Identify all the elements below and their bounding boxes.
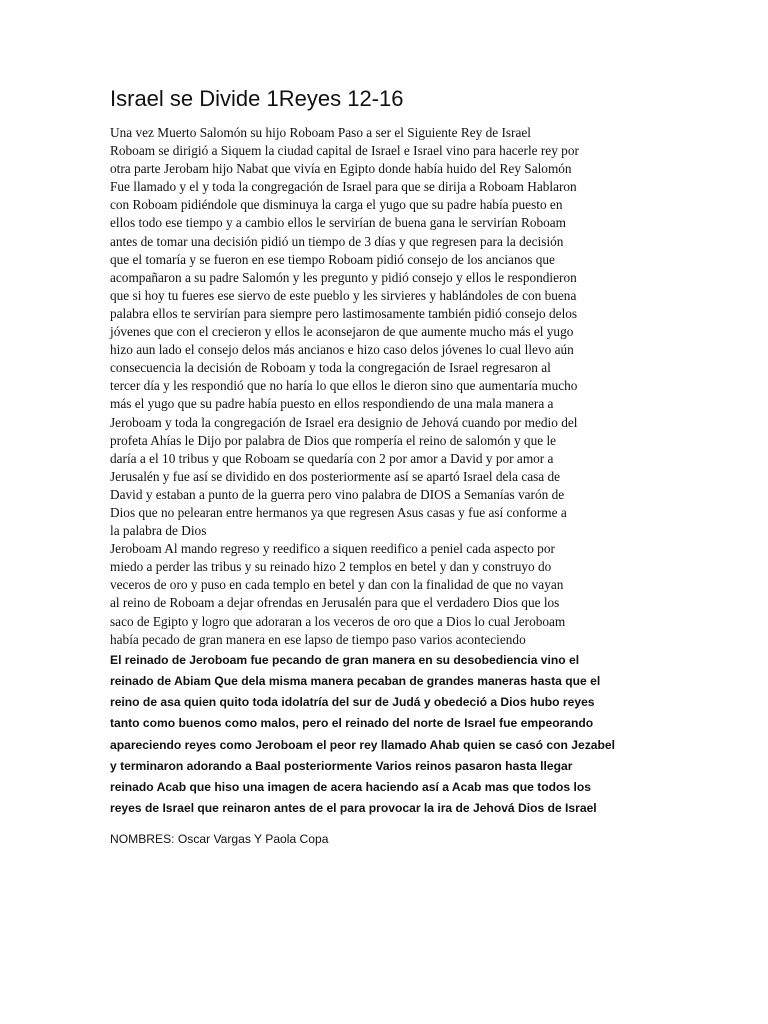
text-line: Fue llamado y el y toda la congregación de Israel para que se dirija a Roboam Hablaron <box>110 179 577 195</box>
text-line: tanto como buenos como malos, pero el reinado del norte de Israel fue empeorando <box>110 716 594 731</box>
document-page <box>110 86 660 848</box>
text-line: veceros de oro y puso en cada templo en betel y dan con la finalidad de que no vayan <box>110 577 564 593</box>
paragraph-reinados <box>110 650 660 820</box>
text-line: reinado Acab que hiso una imagen de acera haciendo así a Acab mas que todos los <box>110 779 591 794</box>
text-line: ellos todo ese tiempo y a cambio ellos le servirían de buena gana le servirían Roboam <box>110 215 567 231</box>
text-line: profeta Ahías le Dijo por palabra de Dios que rompería el reino de salomón y que le <box>110 432 557 448</box>
text-line: Jerusalén y fue así se dividido en dos posteriormente así se apartó Israel dela casa de <box>110 468 561 484</box>
text-line: David y estaban a punto de la guerra pero vino palabra de DIOS a Semanías varón de <box>110 486 565 502</box>
text-line: acompañaron a su padre Salomón y les pregunto y pidió consejo y ellos le respondieron <box>110 269 577 285</box>
text-line: hizo aun lado el consejo delos más ancianos e hizo caso delos jóvenes lo cual llevo aún <box>110 342 574 358</box>
text-line: apareciendo reyes como Jeroboam el peor rey llamado Ahab quien se casó con Jezabel <box>110 737 615 752</box>
text-line: miedo a perder las tribus y su reinado hizo 2 templos en betel y dan y construyo do <box>110 559 552 575</box>
text-line: Dios que no pelearan entre hermanos ya que regresen Asus casas y fue así conforme a <box>110 504 567 520</box>
text-line: y terminaron adorando a Baal posteriormente Varios reinos pasaron hasta llegar <box>110 758 573 773</box>
text-line: Una vez Muerto Salomón su hijo Roboam Paso a ser el Siguiente Rey de Israel <box>110 125 531 140</box>
text-line: reino de asa quien quito toda idolatría del sur de Judá y obedeció a Dios hubo reyes <box>110 695 595 710</box>
paragraph-salomon-roboam <box>110 124 660 540</box>
text-line: con Roboam pidiéndole que disminuya la carga el yugo que su padre había puesto en <box>110 197 563 213</box>
document-title: Israel se Divide 1Reyes 12-16 <box>110 86 404 111</box>
text-line: jóvenes que con el crecieron y ellos le aconsejaron de que aumente mucho más el yugo <box>110 324 574 340</box>
text-line: palabra ellos te servirían para siempre pero lastimosamente también pidió consejo delos <box>110 305 578 321</box>
text-line: reyes de Israel que reinaron antes de el para provocar la ira de Jehová Dios de Israel <box>110 801 597 816</box>
text-line: otra parte Jerobam hijo Nabat que vivía en Egipto donde había huido del Rey Salomón <box>110 161 572 177</box>
text-line: antes de tomar una decisión pidió un tiempo de 3 días y que regresen para la decisión <box>110 233 564 249</box>
text-line: Jeroboam y toda la congregación de Israel era designio de Jehová cuando por medio del <box>110 414 578 430</box>
text-line: reinado de Abiam Que dela misma manera pecaban de grandes maneras hasta que el <box>110 673 601 688</box>
text-line: saco de Egipto y logro que adoraran a los veceros de oro que a Dios lo cual Jeroboam <box>110 613 566 629</box>
text-line: consecuencia la decisión de Roboam y toda la congregación de Israel regresaron al <box>110 360 551 376</box>
text-line: más el yugo que su padre había puesto en ellos respondiendo de una mala manera a <box>110 396 554 412</box>
text-line: había pecado de gran manera en ese lapso de tiempo paso varios aconteciendo <box>110 631 526 647</box>
text-line: Jeroboam Al mando regreso y reedifico a siquen reedifico a peniel cada aspecto por <box>110 541 555 557</box>
text-line: que si hoy tu fueres ese siervo de este pueblo y les sirvieres y hablándoles de con buena <box>110 287 577 303</box>
text-line: al reino de Roboam a dejar ofrendas en Jerusalén para que el verdadero Dios que los <box>110 595 560 611</box>
text-line: Roboam se dirigió a Siquem la ciudad capital de Israel e Israel vino para hacerle rey por <box>110 143 579 159</box>
text-line: la palabra de Dios <box>110 523 207 539</box>
text-line: El reinado de Jeroboam fue pecando de gran manera en su desobediencia vino el <box>110 652 580 667</box>
paragraph-jeroboam-templos <box>110 540 660 649</box>
text-line: daría a el 10 tribus y que Roboam se quedaría con 2 por amor a David y por amor a <box>110 450 554 466</box>
author-names: NOMBRES: Oscar Vargas Y Paola Copa <box>110 832 329 847</box>
text-line: tercer día y les respondió que no haría lo que ellos le dieron sino que aumentaría mucho <box>110 378 578 394</box>
text-line: que el tomaría y se fueron en ese tiempo Roboam pidió consejo de los ancianos que <box>110 251 555 267</box>
